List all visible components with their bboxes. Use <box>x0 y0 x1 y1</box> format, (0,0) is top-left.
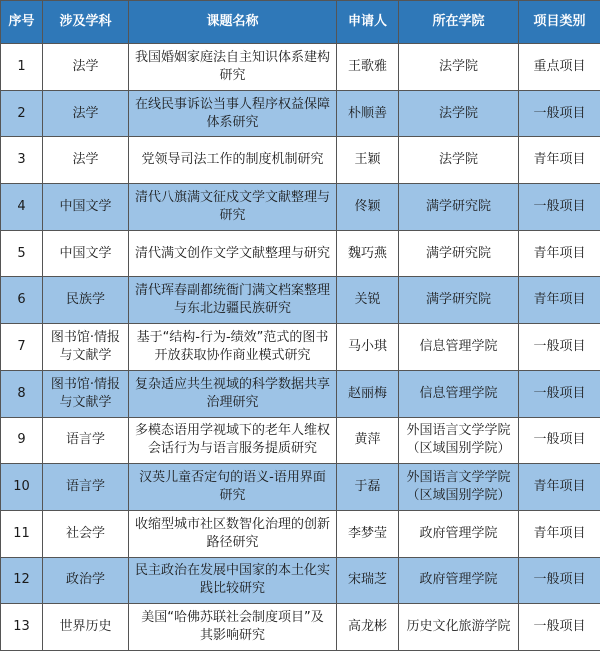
cell-discipline: 政治学 <box>43 557 129 604</box>
cell-category: 一般项目 <box>519 604 600 651</box>
cell-college: 满学研究院 <box>399 184 519 231</box>
cell-discipline: 民族学 <box>43 277 129 324</box>
cell-college: 政府管理学院 <box>399 510 519 557</box>
table-row <box>1 557 600 604</box>
cell-no: 2 <box>1 90 43 137</box>
cell-college: 历史文化旅游学院 <box>399 604 519 651</box>
cell-applicant: 关锐 <box>337 277 399 324</box>
cell-discipline: 中国文学 <box>43 184 129 231</box>
cell-discipline: 语言学 <box>43 417 129 464</box>
cell-category: 一般项目 <box>519 557 600 604</box>
cell-category: 青年项目 <box>519 277 600 324</box>
cell-discipline: 图书馆·情报与文献学 <box>43 370 129 417</box>
cell-college: 外国语言文学学院（区域国别学院） <box>399 464 519 511</box>
cell-topic: 汉英儿童否定句的语义-语用界面研究 <box>129 464 337 511</box>
cell-college: 满学研究院 <box>399 230 519 277</box>
cell-no: 1 <box>1 44 43 91</box>
cell-topic: 民主政治在发展中国家的本土化实践比较研究 <box>129 557 337 604</box>
cell-no: 3 <box>1 137 43 184</box>
cell-discipline: 中国文学 <box>43 230 129 277</box>
cell-college: 外国语言文学学院（区域国别学院） <box>399 417 519 464</box>
cell-discipline: 语言学 <box>43 464 129 511</box>
table-row <box>1 184 600 231</box>
cell-topic: 多模态语用学视域下的老年人维权会话行为与语言服务提质研究 <box>129 417 337 464</box>
cell-category: 一般项目 <box>519 184 600 231</box>
table-row <box>1 277 600 324</box>
header-college: 所在学院 <box>399 1 519 44</box>
table-row <box>1 44 600 91</box>
cell-discipline: 法学 <box>43 90 129 137</box>
table-body <box>1 44 600 651</box>
cell-discipline: 图书馆·情报与文献学 <box>43 324 129 371</box>
cell-topic: 清代满文创作文学文献整理与研究 <box>129 230 337 277</box>
table-row <box>1 417 600 464</box>
cell-college: 法学院 <box>399 137 519 184</box>
cell-category: 青年项目 <box>519 137 600 184</box>
cell-discipline: 法学 <box>43 137 129 184</box>
cell-college: 法学院 <box>399 90 519 137</box>
cell-applicant: 佟颖 <box>337 184 399 231</box>
cell-college: 信息管理学院 <box>399 370 519 417</box>
cell-applicant: 黄萍 <box>337 417 399 464</box>
cell-category: 青年项目 <box>519 464 600 511</box>
cell-applicant: 李梦莹 <box>337 510 399 557</box>
cell-category: 一般项目 <box>519 90 600 137</box>
cell-applicant: 王歌雅 <box>337 44 399 91</box>
table-row <box>1 324 600 371</box>
cell-category: 青年项目 <box>519 510 600 557</box>
table-row <box>1 137 600 184</box>
cell-no: 8 <box>1 370 43 417</box>
cell-no: 6 <box>1 277 43 324</box>
cell-topic: 基于“结构-行为-绩效”范式的图书开放获取协作商业模式研究 <box>129 324 337 371</box>
cell-college: 满学研究院 <box>399 277 519 324</box>
header-discipline: 涉及学科 <box>43 1 129 44</box>
cell-no: 5 <box>1 230 43 277</box>
header-category: 项目类别 <box>519 1 600 44</box>
cell-applicant: 于磊 <box>337 464 399 511</box>
cell-category: 重点项目 <box>519 44 600 91</box>
cell-no: 10 <box>1 464 43 511</box>
cell-applicant: 宋瑞芝 <box>337 557 399 604</box>
table-row <box>1 464 600 511</box>
table-row <box>1 510 600 557</box>
header-row <box>1 1 600 44</box>
cell-no: 7 <box>1 324 43 371</box>
cell-no: 4 <box>1 184 43 231</box>
table-row <box>1 604 600 651</box>
cell-college: 法学院 <box>399 44 519 91</box>
table-row <box>1 230 600 277</box>
cell-no: 13 <box>1 604 43 651</box>
cell-no: 9 <box>1 417 43 464</box>
cell-category: 一般项目 <box>519 417 600 464</box>
table-row <box>1 370 600 417</box>
cell-topic: 在线民事诉讼当事人程序权益保障体系研究 <box>129 90 337 137</box>
cell-college: 政府管理学院 <box>399 557 519 604</box>
cell-applicant: 魏巧燕 <box>337 230 399 277</box>
cell-topic: 清代八旗满文征戍文学文献整理与研究 <box>129 184 337 231</box>
header-topic: 课题名称 <box>129 1 337 44</box>
cell-topic: 美国“哈佛苏联社会制度项目”及其影响研究 <box>129 604 337 651</box>
cell-category: 一般项目 <box>519 324 600 371</box>
cell-applicant: 王颖 <box>337 137 399 184</box>
cell-no: 12 <box>1 557 43 604</box>
cell-applicant: 朴顺善 <box>337 90 399 137</box>
table-row <box>1 90 600 137</box>
cell-applicant: 高龙彬 <box>337 604 399 651</box>
cell-applicant: 赵丽梅 <box>337 370 399 417</box>
cell-topic: 我国婚姻家庭法自主知识体系建构研究 <box>129 44 337 91</box>
cell-topic: 清代珲春副都统衙门满文档案整理与东北边疆民族研究 <box>129 277 337 324</box>
cell-category: 一般项目 <box>519 370 600 417</box>
cell-college: 信息管理学院 <box>399 324 519 371</box>
cell-topic: 收缩型城市社区数智化治理的创新路径研究 <box>129 510 337 557</box>
cell-discipline: 法学 <box>43 44 129 91</box>
cell-no: 11 <box>1 510 43 557</box>
cell-topic: 党领导司法工作的制度机制研究 <box>129 137 337 184</box>
cell-discipline: 社会学 <box>43 510 129 557</box>
cell-discipline: 世界历史 <box>43 604 129 651</box>
cell-category: 青年项目 <box>519 230 600 277</box>
cell-applicant: 马小琪 <box>337 324 399 371</box>
header-applicant: 申请人 <box>337 1 399 44</box>
header-no: 序号 <box>1 1 43 44</box>
cell-topic: 复杂适应共生视域的科学数据共享治理研究 <box>129 370 337 417</box>
table-header <box>1 1 600 44</box>
